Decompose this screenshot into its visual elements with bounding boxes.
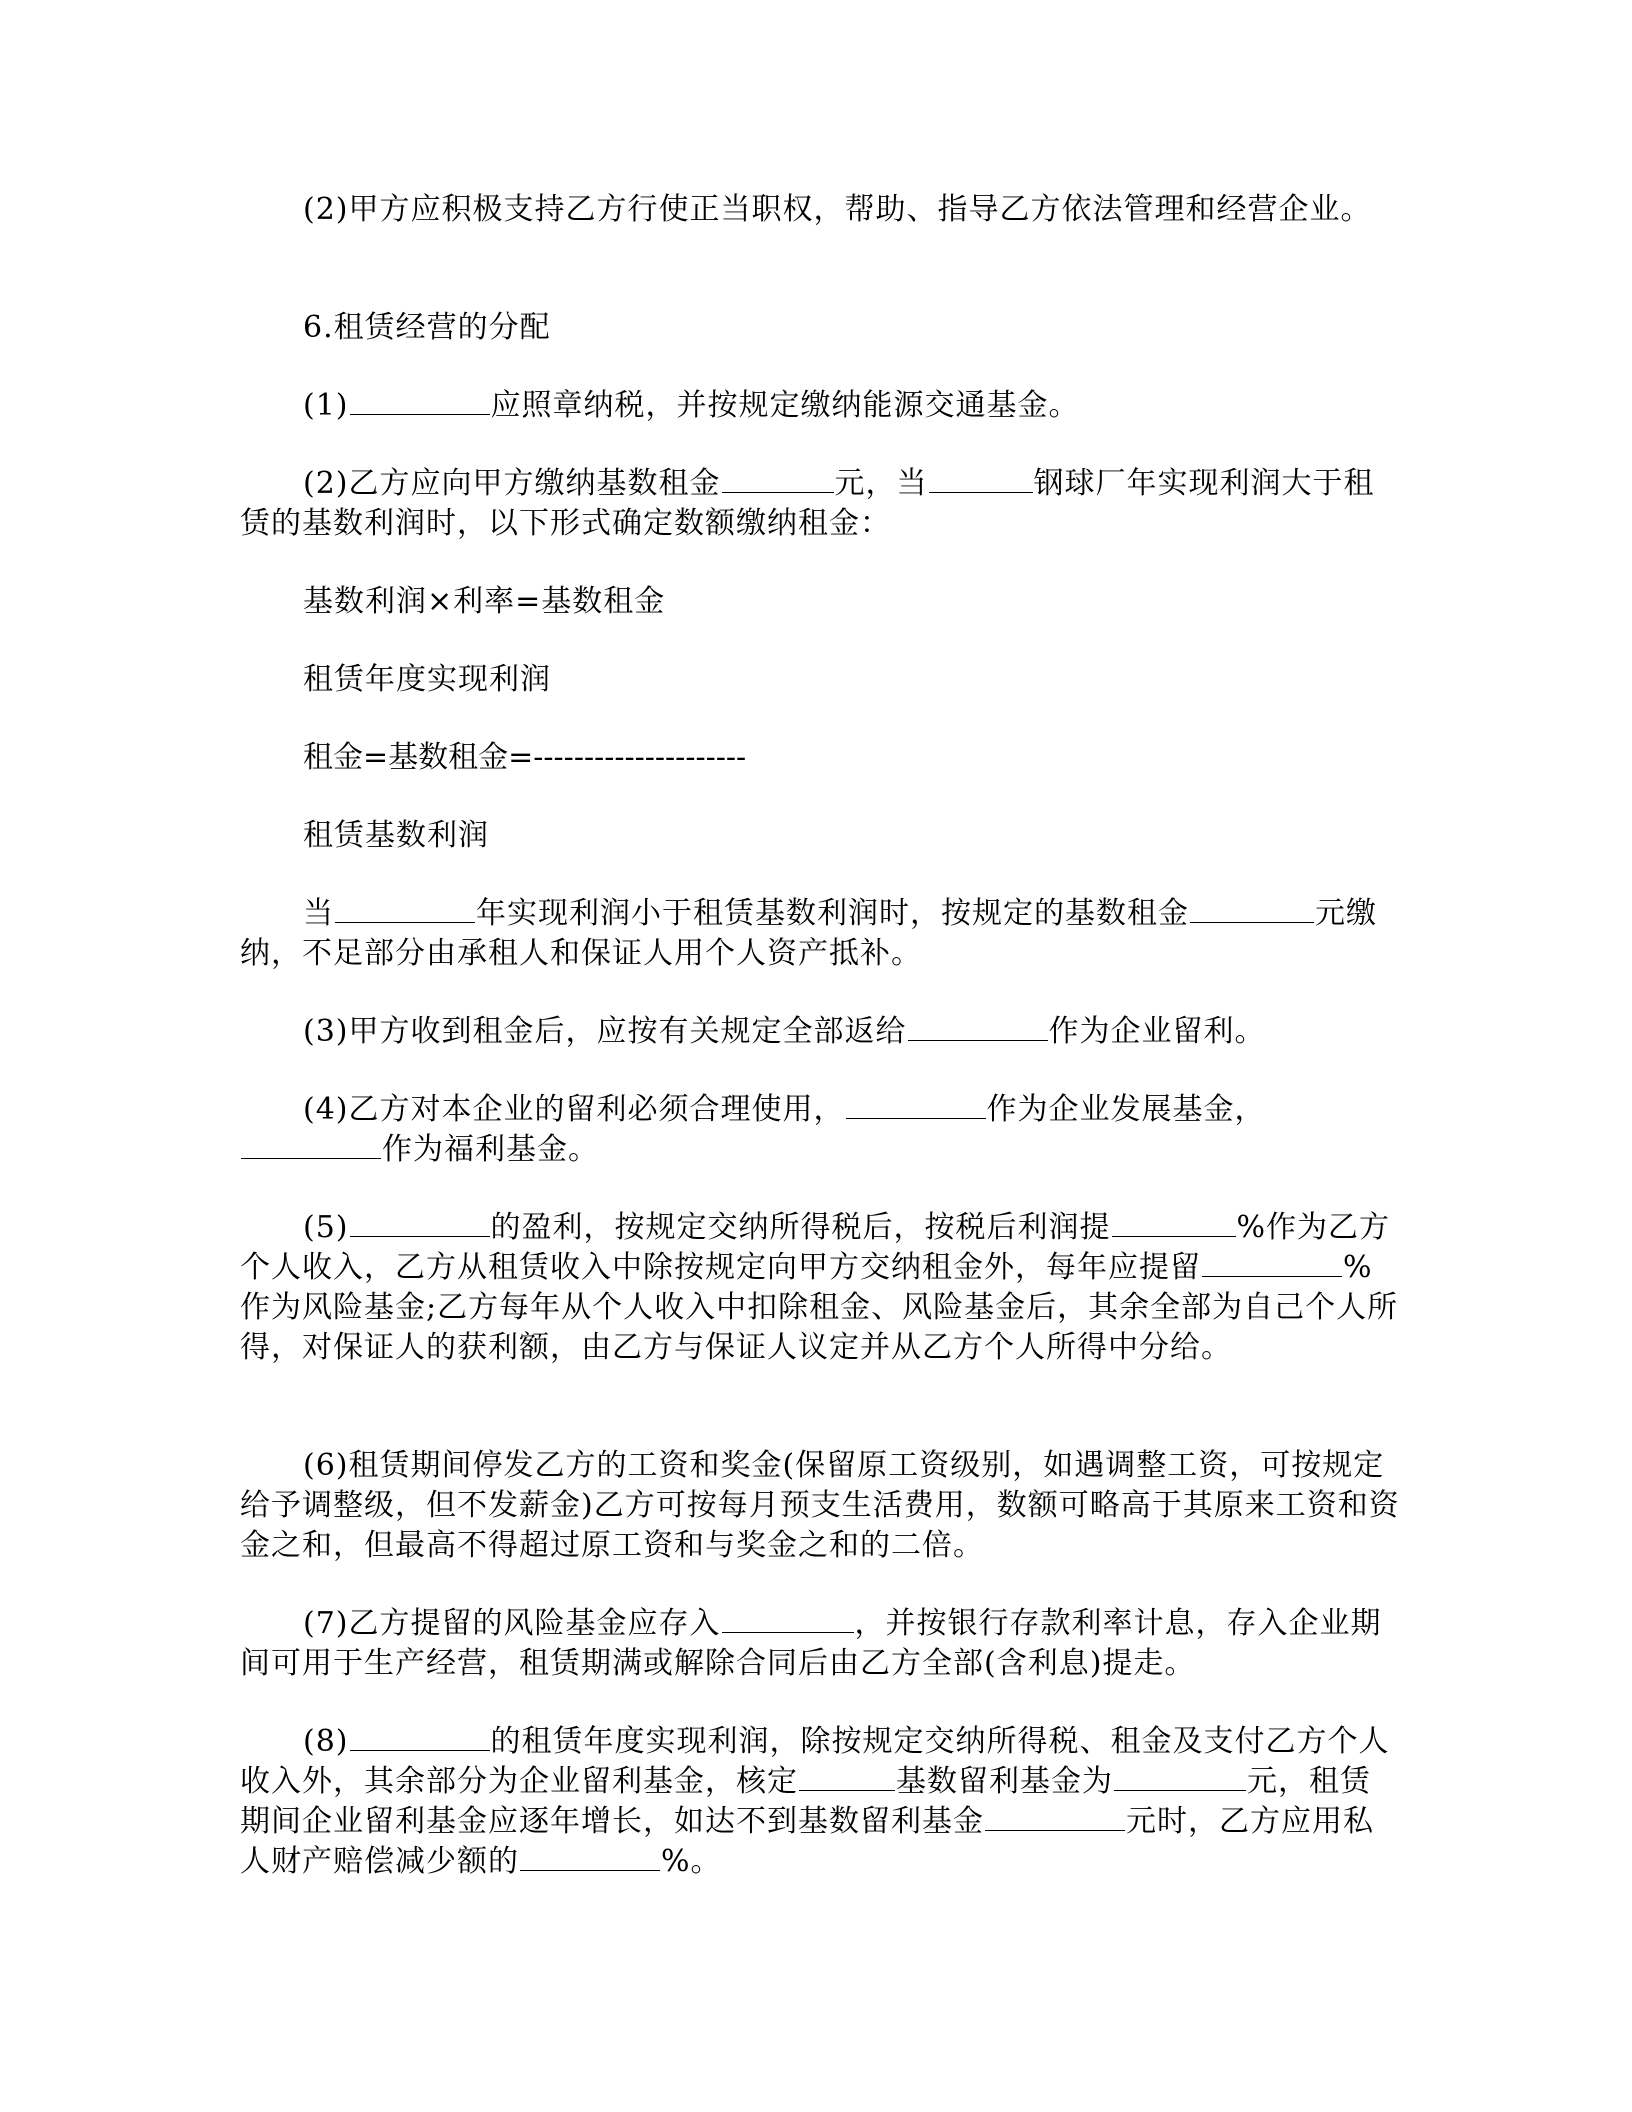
section-heading-distribution: [240, 308, 1400, 348]
paragraph-text: (2)甲方应积极支持乙方行使正当职权，帮助、指导乙方依法管理和经营企业。: [303, 192, 1372, 227]
paragraph-text: 元，租赁期间企业留利基金应逐年增长，如达不到基数留利基金: [240, 1764, 1371, 1839]
paragraph-text: (6)租赁期间停发乙方的工资和奖金(保留原工资级别，如遇调整工资，可按规定给予调整级，但不发薪金)乙方可按每月预支生活费用，数额可略高于其原来工资和资金之和，但最高不得超过原工资和与奖金之和的二倍。: [240, 1448, 1400, 1563]
paragraph-text: 年实现利润小于租赁基数利润时，按规定的基数租金: [476, 896, 1189, 931]
fill-in-blank[interactable]: [350, 386, 490, 415]
paragraph-text: 的盈利，按规定交纳所得税后，按税后利润提: [490, 1210, 1111, 1245]
paragraph-item-6: [240, 1446, 1400, 1566]
paragraph-item-2: [240, 464, 1400, 544]
paragraph-text: 当: [303, 896, 334, 931]
fill-in-blank[interactable]: [722, 1604, 854, 1633]
paragraph-item-5: [240, 1208, 1400, 1368]
paragraph-text: %作为风险基金;乙方每年从个人收入中扣除租金、风险基金后，其余全部为自己个人所得，对保证人的获利额，由乙方与保证人议定并从乙方个人所得中分给。: [240, 1250, 1399, 1365]
formula-line-1: [240, 582, 1400, 622]
paragraph-text: 应照章纳税，并按规定缴纳能源交通基金。: [490, 388, 1080, 423]
paragraph-item-7: [240, 1604, 1400, 1684]
paragraph-item-4: [240, 1090, 1400, 1170]
paragraph-text: 基数留利基金为: [896, 1764, 1113, 1799]
paragraph-shortfall: [240, 894, 1400, 974]
paragraph-item-8: [240, 1722, 1400, 1882]
formula-line-2: [240, 660, 1400, 700]
paragraph-text: %。: [661, 1844, 722, 1879]
paragraph-party-a-support: [240, 190, 1400, 230]
fill-in-blank[interactable]: [520, 1842, 660, 1871]
fill-in-blank[interactable]: [799, 1762, 895, 1791]
section-heading-text: 6.租赁经营的分配: [303, 310, 551, 345]
paragraph-text: (1): [303, 388, 349, 423]
fill-in-blank[interactable]: [350, 1208, 490, 1237]
fill-in-blank[interactable]: [846, 1090, 986, 1119]
fill-in-blank[interactable]: [241, 1130, 381, 1159]
paragraph-text: (3)甲方收到租金后，应按有关规定全部返给: [303, 1014, 907, 1049]
fill-in-blank[interactable]: [929, 464, 1033, 493]
paragraph-text: 元，当: [834, 466, 928, 501]
formula-text: 租赁年度实现利润: [303, 662, 551, 697]
paragraph-text: 作为企业留利。: [1048, 1014, 1266, 1049]
fill-in-blank[interactable]: [1114, 1762, 1246, 1791]
paragraph-text: ，并按银行存款利率计息，存入企业期间可用于生产经营，租赁期满或解除合同后由乙方全部(含利息)提走。: [240, 1606, 1382, 1681]
paragraph-text: (2)乙方应向甲方缴纳基数租金: [303, 466, 721, 501]
paragraph-text: 钢球厂年实现利润大于租赁的基数利润时，以下形式确定数额缴纳租金：: [240, 466, 1375, 541]
fill-in-blank[interactable]: [350, 1722, 490, 1751]
paragraph-item-3: [240, 1012, 1400, 1052]
paragraph-text: (5): [303, 1210, 349, 1245]
paragraph-text: (4)乙方对本企业的留利必须合理使用，: [303, 1092, 845, 1127]
fill-in-blank[interactable]: [1190, 894, 1314, 923]
fill-in-blank[interactable]: [1202, 1248, 1342, 1277]
formula-line-3: [240, 738, 1400, 778]
formula-text: 基数利润×利率=基数租金: [303, 584, 666, 619]
formula-text: 租赁基数利润: [303, 818, 489, 853]
fill-in-blank[interactable]: [985, 1802, 1125, 1831]
paragraph-text: 的租赁年度实现利润，除按规定交纳所得税、租金及支付乙方个人收入外，其余部分为企业留利基金，核定: [240, 1724, 1390, 1799]
fill-in-blank[interactable]: [722, 464, 834, 493]
fill-in-blank[interactable]: [908, 1012, 1048, 1041]
paragraph-item-1: [240, 386, 1400, 426]
paragraph-text: (7)乙方提留的风险基金应存入: [303, 1606, 721, 1641]
paragraph-text: 元缴纳，不足部分由承租人和保证人用个人资产抵补。: [240, 896, 1377, 971]
fill-in-blank[interactable]: [1112, 1208, 1236, 1237]
paragraph-text: (8): [303, 1724, 349, 1759]
fill-in-blank[interactable]: [335, 894, 475, 923]
paragraph-text: 作为企业发展基金，: [986, 1092, 1266, 1127]
formula-text: 租金=基数租金=---------------------: [303, 740, 747, 775]
paragraph-text: %作为乙方个人收入，乙方从租赁收入中除按规定向甲方交纳租金外，每年应提留: [240, 1210, 1391, 1285]
formula-line-4: [240, 816, 1400, 856]
paragraph-text: 作为福利基金。: [382, 1132, 599, 1167]
paragraph-text: 元时，乙方应用私人财产赔偿减少额的: [240, 1804, 1374, 1879]
